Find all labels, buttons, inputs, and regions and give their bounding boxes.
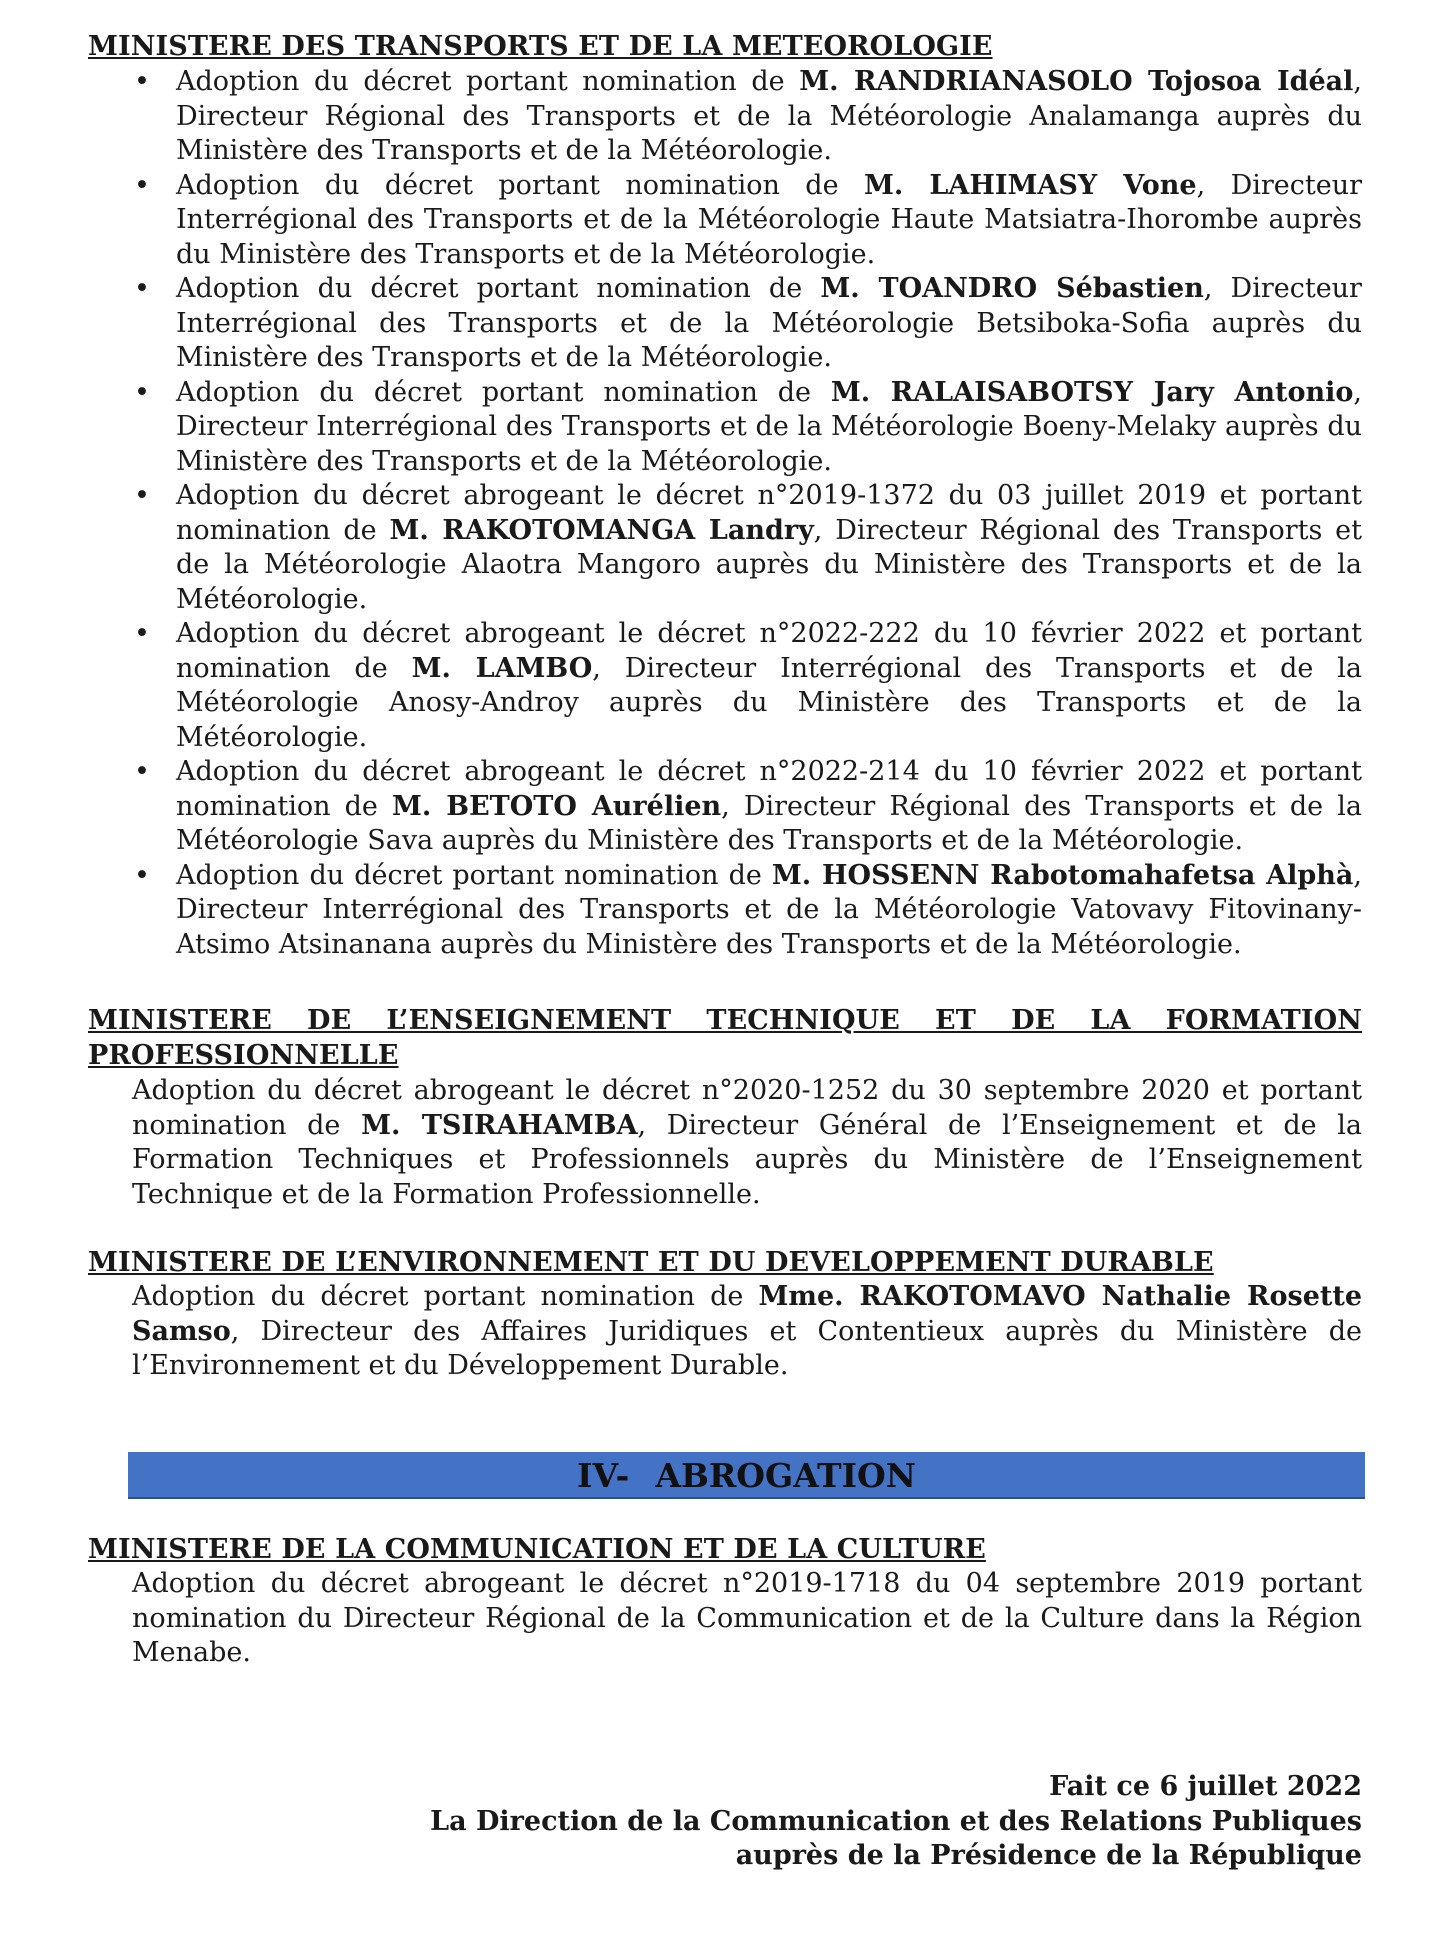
section-heading-communication: MINISTERE DE LA COMMUNICATION ET DE LA CULTURE	[88, 1534, 986, 1565]
bullet-icon: •	[134, 756, 150, 787]
nominee-name: M. BETOTO Aurélien	[392, 790, 722, 822]
signature-presidency: auprès de la Présidence de la République	[735, 1840, 1362, 1871]
transports-decree-list	[0, 65, 1447, 962]
signature-direction: La Direction de la Communication et des Relations Publiques	[430, 1805, 1362, 1837]
signature-date: Fait ce 6 juillet 2022	[1049, 1771, 1362, 1802]
section-title: ABROGATION	[655, 1456, 916, 1495]
enseignement-decree-paragraph: Adoption du décret abrogeant le décret n°2020-1252 du 30 septembre 2020 et portant nomination de M. TSIRAHAMBA, Directeur Général de l’Enseignement et de la Formation Techniques et Professionnels auprès du Ministère de l’Enseignement Technique et de la Formation Professionnelle.	[132, 1075, 1362, 1210]
nominee-name: M. RAKOTOMANGA Landry	[389, 514, 814, 546]
bullet-icon: •	[134, 376, 150, 408]
bullet-icon: •	[134, 859, 150, 891]
list-item: • Adoption du décret portant nomination de M. RALAISABOTSY Jary Antonio, Directeur Interrégional des Transports et de la Météorologie Boeny-Melaky auprès du Ministère des Transports et de la Météorologie.	[134, 376, 1362, 477]
nominee-name: M. LAHIMASY Vone	[863, 169, 1197, 201]
nominee-name: M. RALAISABOTSY Jary Antonio	[830, 376, 1354, 408]
list-item: • Adoption du décret portant nomination de M. LAHIMASY Vone, Directeur Interrégional des Transports et de la Météorologie Haute Matsiatra-Ihorombe auprès du Ministère des Transports et de la Météorologie.	[134, 169, 1362, 270]
nominee-name: M. HOSSENN Rabotomahafetsa Alphà	[771, 859, 1354, 891]
section-heading-environnement: MINISTERE DE L’ENVIRONNEMENT ET DU DEVELOPPEMENT DURABLE	[88, 1247, 1214, 1278]
nominee-name: M. TOANDRO Sébastien	[820, 273, 1204, 304]
nominee-name: M. RANDRIANASOLO Tojosoa Idéal	[799, 66, 1354, 97]
nominee-name: M. TSIRAHAMBA	[361, 1109, 638, 1141]
section-heading-transports: MINISTERE DES TRANSPORTS ET DE LA METEOROLOGIE	[88, 31, 993, 62]
nominee-name: Mme. RAKOTOMAVO Nathalie Rosette Samso	[132, 1281, 1362, 1347]
list-item: • Adoption du décret portant nomination de M. HOSSENN Rabotomahafetsa Alphà, Directeur Interrégional des Transports et de la Météorologie Vatovavy Fitovinany-Atsimo Atsinanana auprès du Ministère des Transports et de la Météorologie.	[134, 859, 1362, 960]
list-item: • Adoption du décret abrogeant le décret n°2022-214 du 10 février 2022 et portant nomination de M. BETOTO Aurélien, Directeur Régional des Transports et de la Météorologie Sava auprès du Ministère des Transports et de la Météorologie.	[134, 756, 1362, 856]
bullet-icon: •	[134, 618, 150, 649]
list-item: • Adoption du décret abrogeant le décret n°2022-222 du 10 février 2022 et portant nomination de M. LAMBO, Directeur Interrégional des Transports et de la Météorologie Anosy-Androy auprès du Ministère des Transports et de la Météorologie.	[134, 618, 1362, 753]
bullet-icon: •	[134, 480, 150, 511]
communication-decree-paragraph: Adoption du décret abrogeant le décret n°2019-1718 du 04 septembre 2019 portant nomination du Directeur Régional de la Communication et de la Culture dans la Région Menabe.	[132, 1568, 1362, 1668]
abrogation-banner	[128, 1452, 1365, 1499]
list-item: • Adoption du décret portant nomination de M. RANDRIANASOLO Tojosoa Idéal, Directeur Régional des Transports et de la Météorologie Analamanga auprès du Ministère des Transports et de la Météorologie.	[134, 66, 1363, 166]
list-item: • Adoption du décret portant nomination de M. TOANDRO Sébastien, Directeur Interrégional des Transports et de la Météorologie Betsiboka-Sofia auprès du Ministère des Transports et de la Météorologie.	[134, 273, 1362, 373]
environnement-decree-paragraph: Adoption du décret portant nomination de Mme. RAKOTOMAVO Nathalie Rosette Samso, Directeur des Affaires Juridiques et Contentieux auprès du Ministère de l’Environnement et du Développement Durable.	[132, 1281, 1362, 1381]
signature-block	[430, 1770, 1362, 1874]
section-heading-enseignement: MINISTERE DE L’ENSEIGNEMENT TECHNIQUE ET DE LA FORMATION PROFESSIONNELLE	[88, 1005, 1362, 1071]
section-number: IV-	[577, 1456, 630, 1495]
bullet-icon: •	[134, 169, 150, 201]
bullet-icon: •	[134, 273, 150, 304]
bullet-icon: •	[134, 66, 150, 97]
list-item: • Adoption du décret abrogeant le décret n°2019-1372 du 03 juillet 2019 et portant nomination de M. RAKOTOMANGA Landry, Directeur Régional des Transports et de la Météorologie Alaotra Mangoro auprès du Ministère des Transports et de la Météorologie.	[134, 480, 1362, 615]
nominee-name: M. LAMBO	[411, 652, 593, 684]
